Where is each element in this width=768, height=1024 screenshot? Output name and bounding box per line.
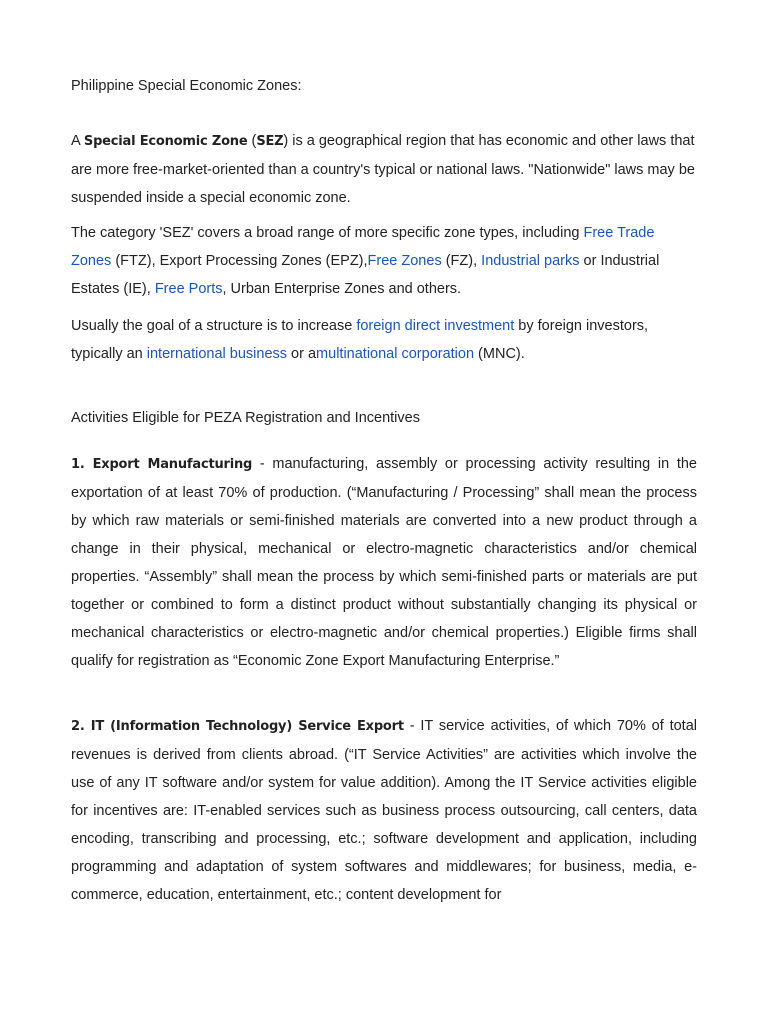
activities-heading: Activities Eligible for PEZA Registration and Incentives xyxy=(71,410,420,426)
sez-abbreviation: SEZ xyxy=(256,134,284,149)
text-run: or a xyxy=(287,346,317,362)
text-run: ) is a geographical region that has economic and other laws that are more free-market-oriented than a country's typical or national laws. "Nationwide" laws may be suspended inside a special economic zone. xyxy=(71,133,695,206)
text-run: (MNC). xyxy=(474,346,525,362)
sez-definition-paragraph xyxy=(71,127,697,212)
text-run: (FZ), xyxy=(441,253,482,269)
text-run: - manufacturing, assembly or processing activity resulting in the exportation of at least 70% of production. (“Manufacturing / Processing” shall mean the process by which raw materials or semi-finished materials are converted into a new product through a change in their physical, mechanical or electro-magnetic characteristics and/or chemical properties. “Assembly” shall mean the process by which semi-finished parts or materials are put together or combined to form a distinct product without substantially changing its physical or mechanical characteristics or electro-magnetic and/or chemical properties.) Eligible firms shall qualify for registration as “Economic Zone Export Manufacturing Enterprise.” xyxy=(71,456,697,669)
text-run: Usually the goal of a structure is to increase xyxy=(71,318,357,334)
it-service-export-paragraph xyxy=(71,712,697,909)
text-run: The category 'SEZ' covers a broad range of more specific zone types, including xyxy=(71,225,584,241)
text-run: by foreign investors, typically an xyxy=(71,318,649,362)
sez-term: Special Economic Zone xyxy=(83,134,248,149)
it-service-export-title: 2. IT (Information Technology) Service Export xyxy=(71,719,404,734)
free-zones-link[interactable]: Free Zones xyxy=(367,253,442,269)
free-trade-zones-link[interactable]: Free Trade Zones xyxy=(71,225,655,269)
sez-goal-paragraph xyxy=(71,312,697,368)
sez-category-paragraph xyxy=(71,219,697,303)
foreign-direct-investment-link[interactable]: foreign direct investment xyxy=(356,318,515,334)
text-run: or Industrial Estates (IE), xyxy=(71,253,660,297)
text-run: A xyxy=(71,133,84,149)
free-ports-link[interactable]: Free Ports xyxy=(154,281,223,297)
text-run: ( xyxy=(247,133,257,149)
industrial-parks-link[interactable]: Industrial parks xyxy=(481,253,580,269)
text-run: - IT service activities, of which 70% of total revenues is derived from clients abroad. (“IT Service Activities” are activities which involve the use of any IT software and/or system for value addition). Among the IT Service activities eligible for incentives are: IT-enabled services such as business process outsourcing, call centers, data encoding, transcribing and processing, etc.; software development and application, including programming and adaptation of system softwares and middlewares; for business, media, e-commerce, education, entertainment, etc.; content development for xyxy=(71,718,697,903)
document-title: Philippine Special Economic Zones: xyxy=(71,78,302,94)
international-business-link[interactable]: international business xyxy=(146,346,288,362)
multinational-corporation-link[interactable]: multinational corporation xyxy=(316,346,475,362)
text-run: , Urban Enterprise Zones and others. xyxy=(222,281,462,297)
export-manufacturing-paragraph xyxy=(71,450,697,675)
export-manufacturing-title: 1. Export Manufacturing xyxy=(71,457,253,472)
text-run: (FTZ), Export Processing Zones (EPZ), xyxy=(111,253,368,269)
